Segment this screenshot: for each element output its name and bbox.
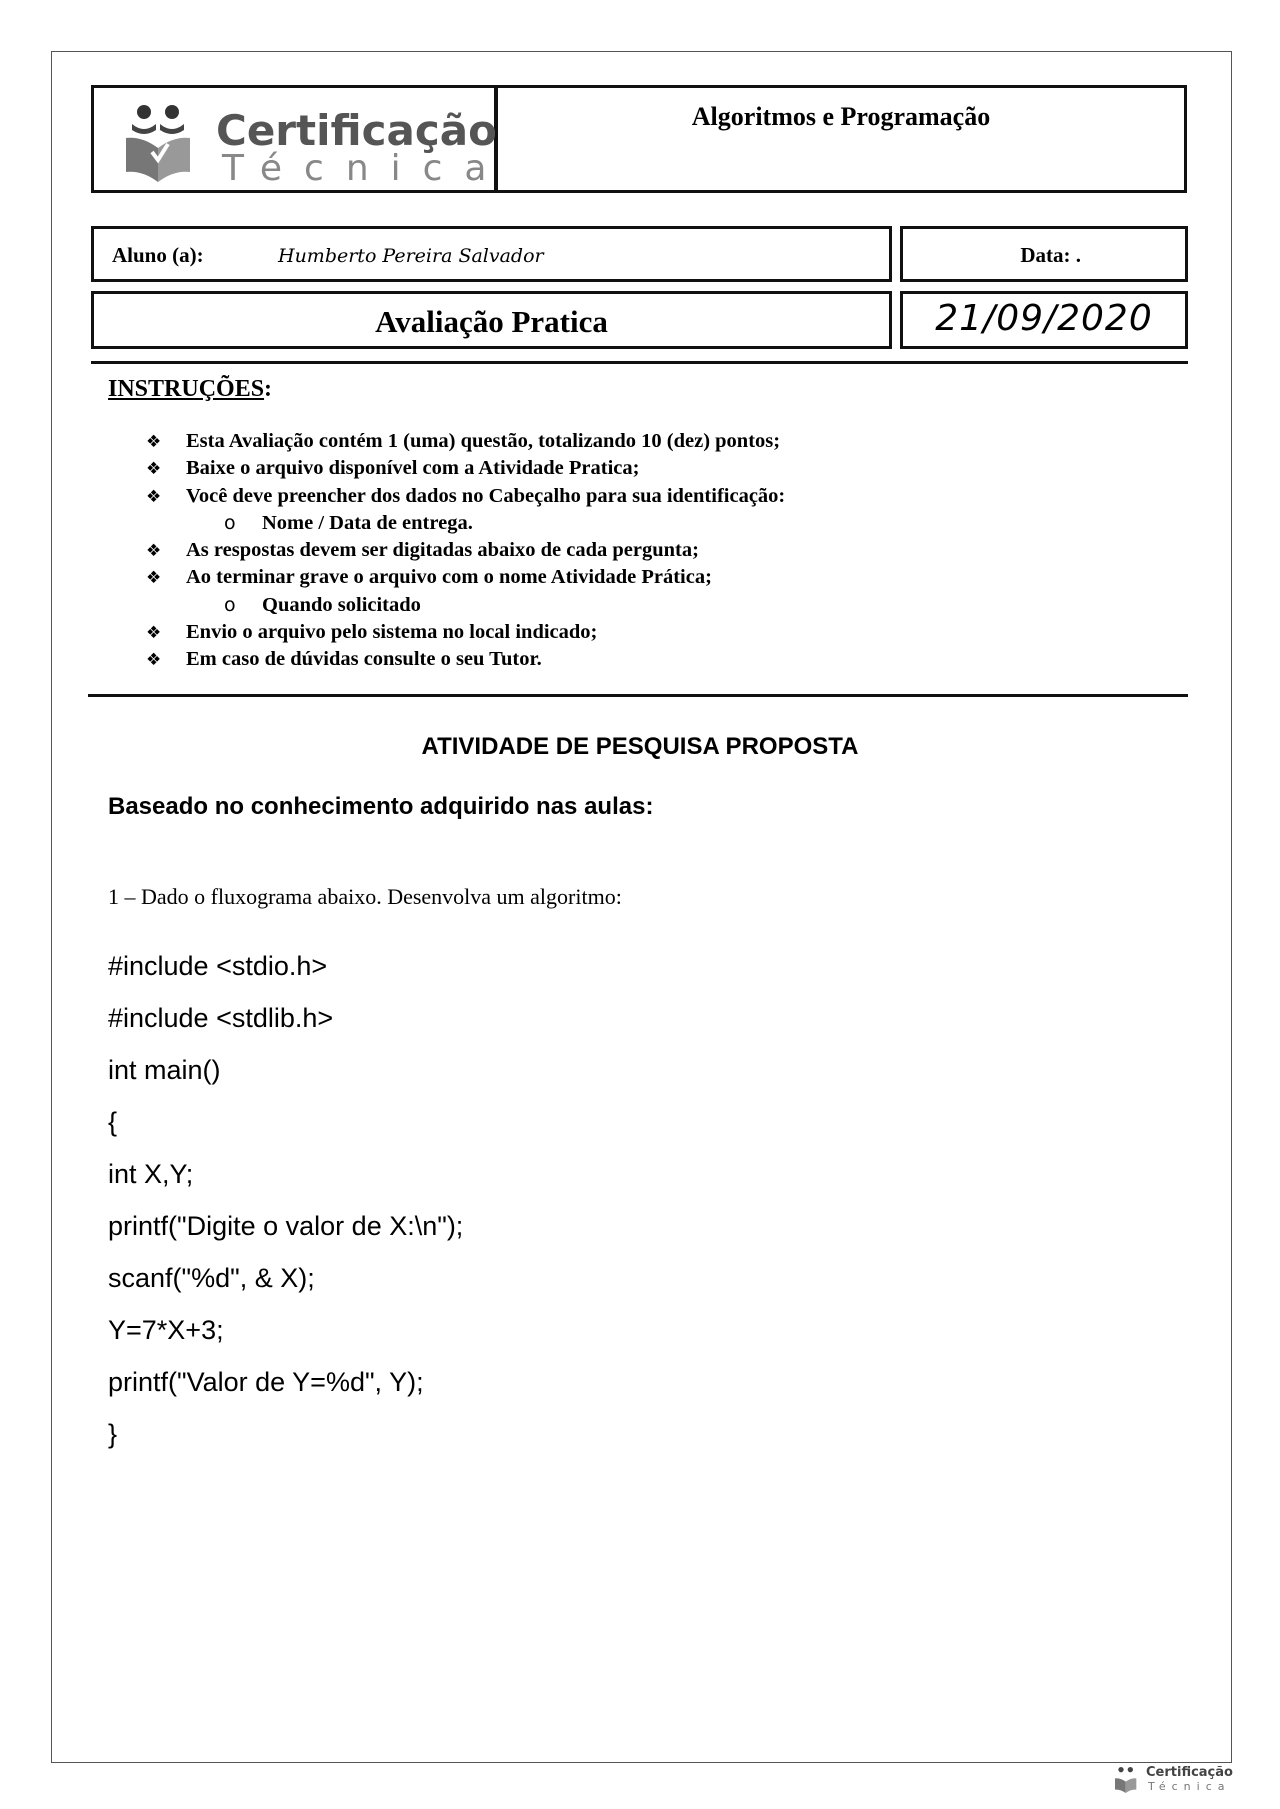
code-line: #include <stdio.h> bbox=[108, 951, 328, 981]
list-subitem: o Quando solicitado bbox=[146, 592, 1146, 619]
intro-text: Baseado no conhecimento adquirido nas aulas: bbox=[108, 793, 654, 820]
logo-box bbox=[91, 85, 509, 193]
bullet-icon: ❖ bbox=[146, 568, 162, 589]
code-line: printf("Digite o valor de X:\n"); bbox=[108, 1211, 464, 1241]
date-label: Data: . bbox=[1020, 243, 1081, 267]
code-line: Y=7*X+3; bbox=[108, 1315, 224, 1345]
list-item: ❖ As respostas devem ser digitadas abaixo de cada pergunta; bbox=[146, 537, 1146, 564]
list-item: ❖ Você deve preencher dos dados no Cabeçalho para sua identificação: bbox=[146, 483, 1146, 510]
code-line: #include <stdlib.h> bbox=[108, 1003, 334, 1033]
divider bbox=[88, 694, 1188, 697]
exam-title-box bbox=[91, 291, 892, 349]
code-line: scanf("%d", & X); bbox=[108, 1263, 315, 1293]
footer-logo bbox=[1112, 1765, 1232, 1797]
course-box bbox=[495, 85, 1187, 193]
book-people-icon bbox=[122, 98, 202, 188]
bullet-icon: ❖ bbox=[146, 432, 162, 452]
list-item: ❖ Baixe o arquivo disponível com a Atividade Pratica; bbox=[146, 455, 1146, 482]
code-block bbox=[108, 946, 463, 1466]
footer-wordmark-bottom: Técnica bbox=[1148, 1780, 1231, 1793]
bullet-icon: ❖ bbox=[146, 650, 162, 671]
code-line: int main() bbox=[108, 1055, 221, 1085]
bullet-icon: ❖ bbox=[146, 541, 162, 562]
divider bbox=[91, 361, 1188, 364]
circle-bullet-icon: o bbox=[224, 511, 236, 534]
code-line: int X,Y; bbox=[108, 1159, 194, 1189]
course-title: Algoritmos e Programação bbox=[691, 102, 991, 131]
list-item: ❖ Esta Avaliação contém 1 (uma) questão, totalizando 10 (dez) pontos; bbox=[146, 428, 1146, 455]
code-line: printf("Valor de Y=%d", Y); bbox=[108, 1367, 424, 1397]
instructions-heading: INSTRUÇÕES: bbox=[108, 376, 273, 402]
date-label-box bbox=[900, 226, 1188, 282]
student-field bbox=[91, 226, 892, 282]
code-line: } bbox=[108, 1419, 118, 1449]
book-people-icon bbox=[1112, 1765, 1142, 1795]
instructions-list bbox=[146, 428, 1146, 674]
list-item: ❖ Envio o arquivo pelo sistema no local indicado; bbox=[146, 619, 1146, 646]
circle-bullet-icon: o bbox=[224, 593, 236, 616]
date-value: 21/09/2020 bbox=[935, 298, 1153, 339]
list-item: ❖ Em caso de dúvidas consulte o seu Tutor. bbox=[146, 646, 1146, 673]
section-title: ATIVIDADE DE PESQUISA PROPOSTA bbox=[421, 733, 859, 760]
footer-wordmark-top: Certificação bbox=[1146, 1765, 1233, 1780]
student-label: Aluno (a): bbox=[112, 243, 204, 267]
logo-wordmark-top: Certificação bbox=[216, 106, 497, 155]
logo-wordmark-bottom: Técnica bbox=[222, 148, 509, 189]
bullet-icon: ❖ bbox=[146, 459, 162, 480]
question-text: 1 – Dado o fluxograma abaixo. Desenvolva um algoritmo: bbox=[108, 884, 622, 909]
bullet-icon: ❖ bbox=[146, 623, 162, 644]
certificacao-tecnica-logo bbox=[122, 98, 509, 189]
exam-title: Avaliação Pratica bbox=[375, 304, 608, 339]
list-subitem: o Nome / Data de entrega. bbox=[146, 510, 1146, 537]
student-name: Humberto Pereira Salvador bbox=[278, 245, 544, 267]
code-line: { bbox=[108, 1107, 118, 1137]
list-item: ❖ Ao terminar grave o arquivo com o nome Atividade Prática; bbox=[146, 564, 1146, 591]
date-value-box bbox=[900, 291, 1188, 349]
bullet-icon: ❖ bbox=[146, 486, 162, 507]
